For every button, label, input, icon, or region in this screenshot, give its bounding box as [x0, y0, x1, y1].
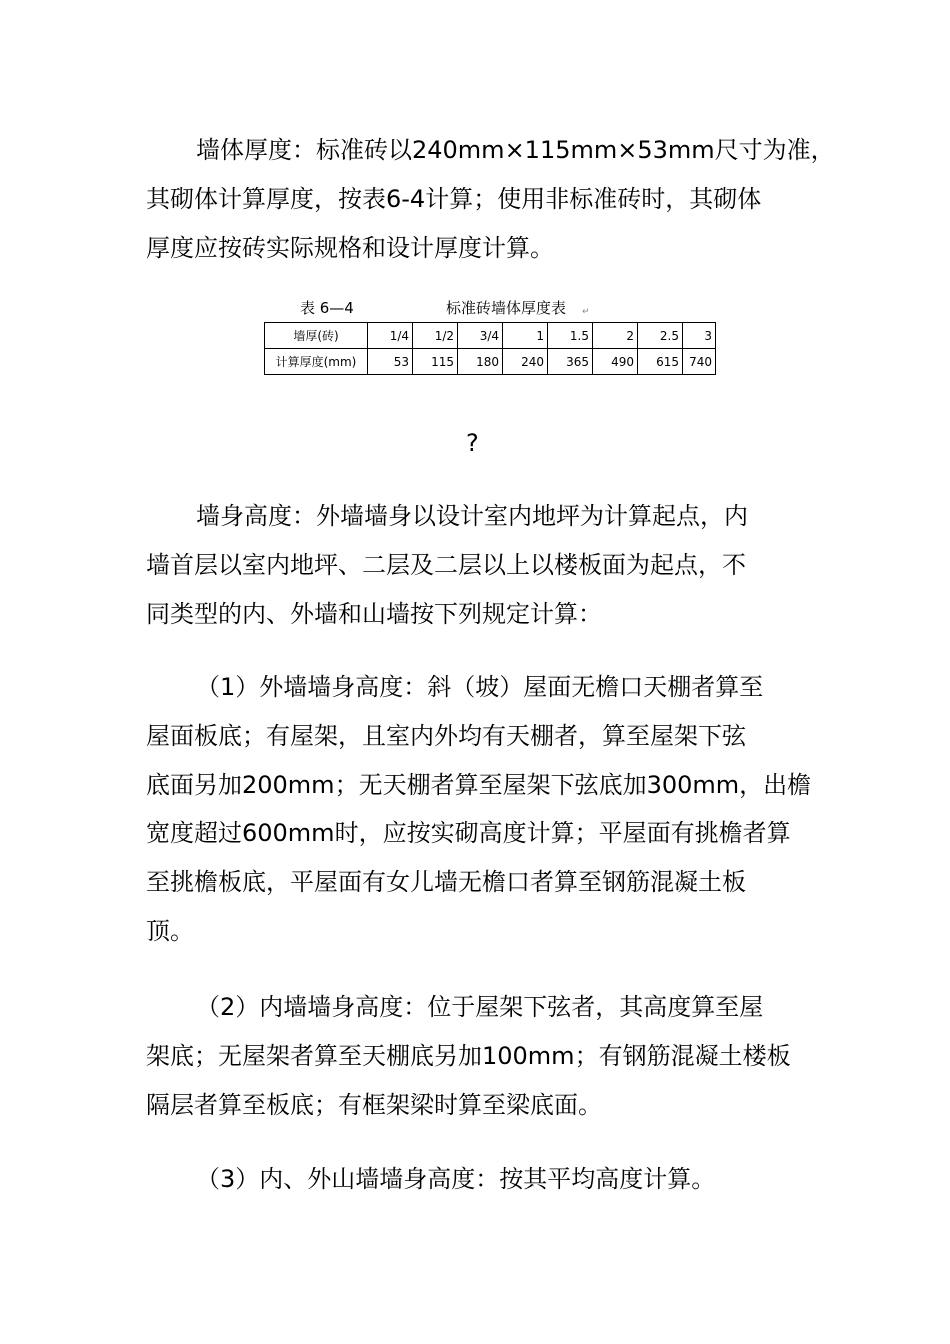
text-line: 同类型的内、外墙和山墙按下列规定计算：: [146, 599, 602, 628]
table-title: 标准砖墙体厚度表: [446, 299, 567, 317]
table-cell: 3: [683, 323, 716, 349]
table-row: [265, 323, 716, 349]
paragraph-wall-thickness: [146, 126, 835, 272]
table-cell: 1.5: [548, 323, 593, 349]
text-line: 底面另加200mm；无天棚者算至屋架下弦底加300mm，出檐: [146, 770, 812, 799]
text-line: 宽度超过600mm时，应按实砌高度计算；平屋面有挑檐者算: [146, 819, 791, 848]
table-cell: 115: [413, 349, 458, 375]
text-line: 至挑檐板底，平屋面有女儿墙无檐口者算至钢筋混凝土板: [146, 868, 746, 897]
text-line: （2）内墙墙身高度：位于屋架下弦者，其高度算至屋: [196, 993, 764, 1021]
image-placeholder-mark: ?: [466, 429, 479, 457]
text-line: 屋面板底；有屋架，且室内外均有天棚者，算至屋架下弦: [146, 721, 746, 750]
text-line: 墙身高度：外墙墙身以设计室内地坪为计算起点，内: [196, 502, 748, 530]
text-line: （3）内、外山墙墙身高度：按其平均高度计算。: [196, 1165, 716, 1193]
text-line: 墙首层以室内地坪、二层及二层以上以楼板面为起点，不: [146, 550, 746, 579]
table-cell: 740: [683, 349, 716, 375]
table-cell: 615: [638, 349, 683, 375]
paragraph-interior-wall-height: [146, 983, 812, 1129]
table-cell: 490: [593, 349, 638, 375]
text-line: 隔层者算至板底；有框架梁时算至梁底面。: [146, 1090, 602, 1119]
table-cell: 365: [548, 349, 593, 375]
table-cell: 1/2: [413, 323, 458, 349]
table-row: [265, 349, 716, 375]
table-cell: 2.5: [638, 323, 683, 349]
table-row-header: 计算厚度(mm): [265, 349, 368, 375]
text-line: 其砌体计算厚度，按表6-4计算；使用非标准砖时，其砌体: [146, 184, 762, 213]
text-line: 顶。: [146, 916, 194, 945]
paragraph-gable-wall-height: [146, 1155, 812, 1204]
text-line: 架底；无屋架者算至天棚底另加100mm；有钢筋混凝土楼板: [146, 1041, 791, 1070]
table-cell: 53: [368, 349, 413, 375]
table-cell: 2: [593, 323, 638, 349]
table-cell: 180: [458, 349, 503, 375]
table-cell: 1: [503, 323, 548, 349]
table-label: 表 6—4: [300, 299, 354, 317]
text-line: 厚度应按砖实际规格和设计厚度计算。: [146, 233, 554, 262]
table-cell: 3/4: [458, 323, 503, 349]
table-cell: 1/4: [368, 323, 413, 349]
text-line: 墙体厚度：标准砖以240mm×115mm×53mm尺寸为准，: [196, 136, 835, 164]
table-cell: 240: [503, 349, 548, 375]
paragraph-wall-height: [146, 492, 812, 638]
wall-thickness-table: [264, 322, 716, 375]
paragraph-mark-icon: ↵: [582, 307, 590, 317]
paragraph-exterior-wall-height: [146, 663, 812, 956]
table-row-header: 墙厚(砖): [265, 323, 368, 349]
text-line: （1）外墙墙身高度：斜（坡）屋面无檐口天棚者算至: [196, 673, 764, 701]
